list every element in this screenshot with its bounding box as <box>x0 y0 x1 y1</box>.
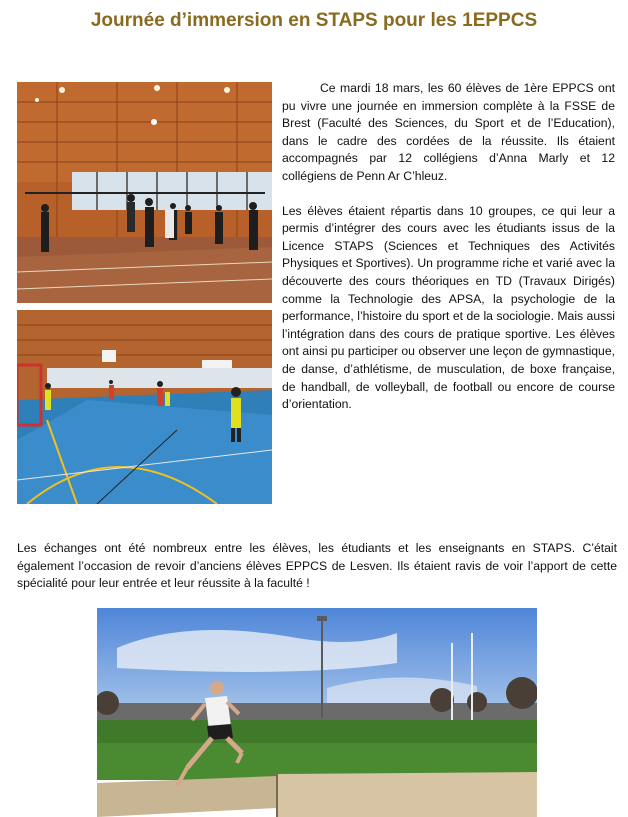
paragraph-program: Les élèves étaient répartis dans 10 groupes, ce qui leur a permis d’intégrer des cours avec les étudiants issus de la Licence STAPS (Sciences et Techniques des Activités Physiques et Sportives). Un programme riche et varié avec la découverte des cours théoriques en TD (Travaux Dirigés) comme la Technologie des APSA, la psychologie de la performance, l’histoire du sport et de la sociologie. Mais aussi l’intégration dans des cours de pratique sportive. Les élèves ont ainsi pu participer ou observer une leçon de gymnastique, de danse, d’athlétisme, de musculation, de boxe française, de handball, de volleyball, de football ou encore de course d’orientation. <box>282 203 615 412</box>
paragraph-exchanges: Les échanges ont été nombreux entre les élèves, les étudiants et les enseignants en STAPS. C’était également l’occasion de revoir d’anciens élèves EPPCS de Lesven. Ils étaient ravis de voir l’apport de cette spécialité pour leur entrée et leur réussite à la faculté ! <box>17 541 617 591</box>
paragraph-intro: Ce mardi 18 mars, les 60 élèves de 1ère EPPCS ont pu vivre une journée en immersion complète à la FSSE de Brest (Faculté des Sciences, du Sport et de l’Education), dans le cadre des cordées de la réussite. Ils étaient accompagnés par 12 collégiens d’Anna Marly et 12 collégiens de Penn Ar C’hleuz. <box>282 81 615 183</box>
intro-column <box>282 80 615 431</box>
photo-volleyball-gym <box>17 82 272 303</box>
photo-handball-court <box>17 310 272 504</box>
closing-text <box>17 540 617 593</box>
page-title: Journée d’immersion en STAPS pour les 1EPPCS <box>90 10 538 31</box>
photo-long-jump <box>97 608 537 817</box>
